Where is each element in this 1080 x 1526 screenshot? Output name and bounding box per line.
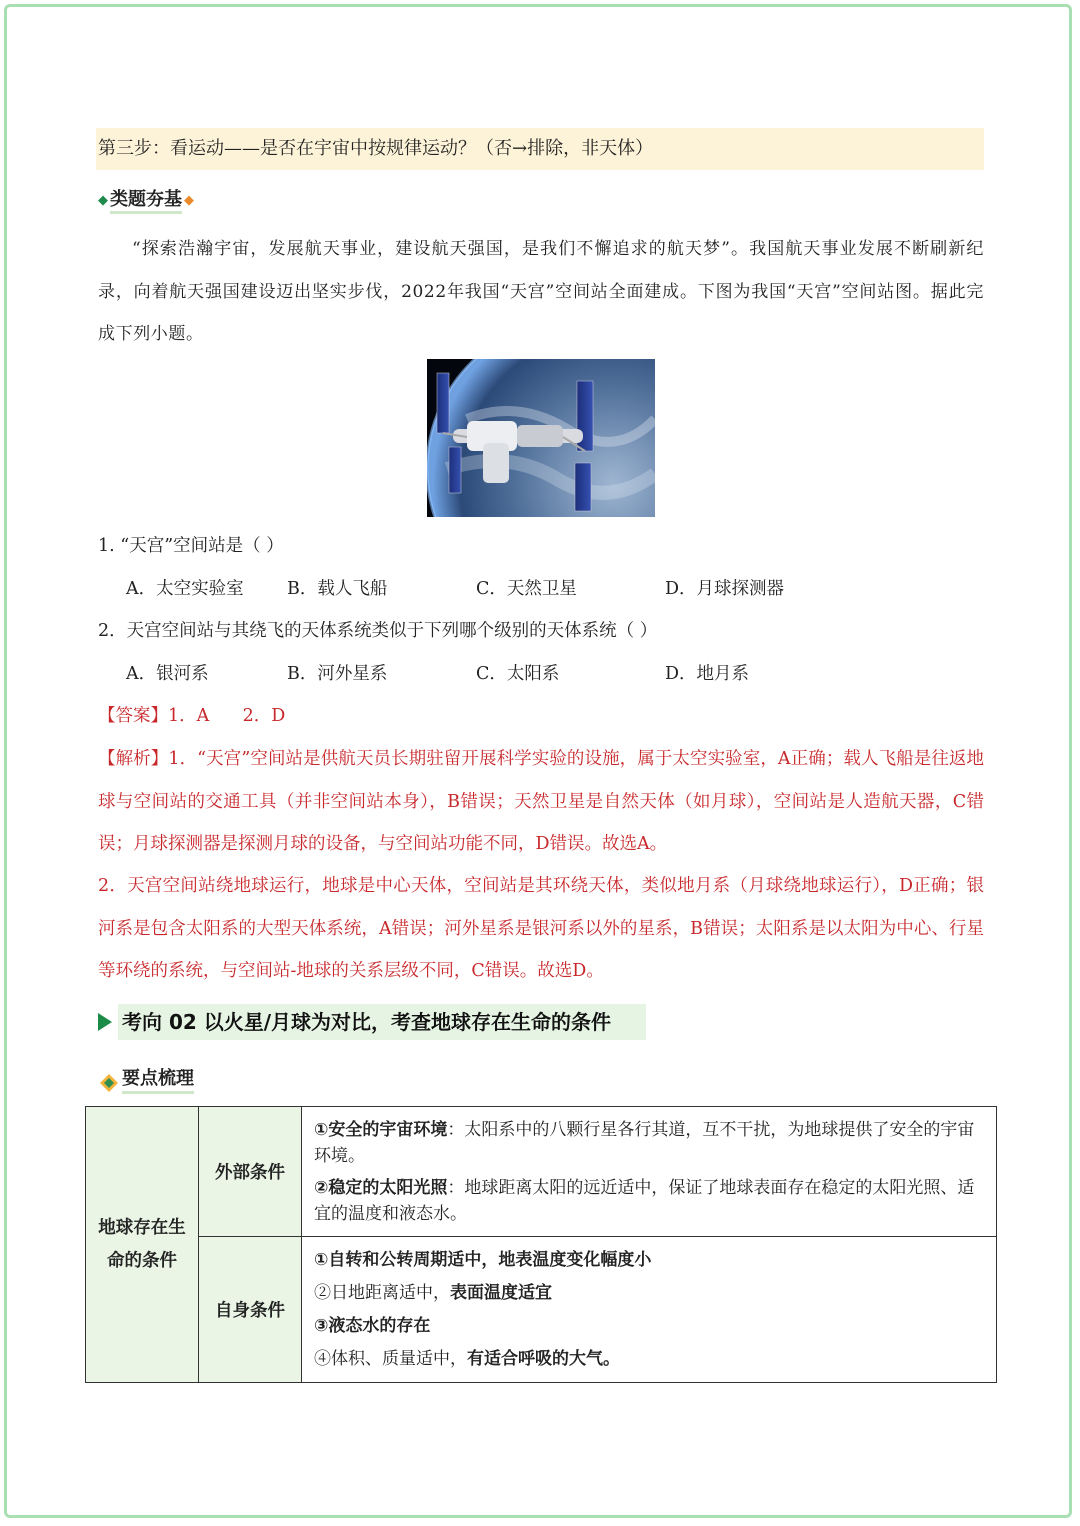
external-item-1: ①安全的宇宙环境：太阳系中的八颗行星各行其道，互不干扰，为地球提供了安全的宇宙环境。 <box>314 1119 975 1166</box>
internal-item-1: ①自转和公转周期适中，地表温度变化幅度小 <box>314 1249 652 1270</box>
passage-text: “探索浩瀚宇宙，发展航天事业，建设航天强国，是我们不懈追求的航天梦”。我国航天事业发展不断刷新纪录，向着航天强国建设迈出坚实步伐，2022年我国“天宫”空间站全面建成。下图为我国“天宫”空间站图。据此完成下列小题。 <box>98 239 984 344</box>
internal-item-2: ②日地距离适中，表面温度适宜 <box>314 1282 552 1303</box>
space-station-photo <box>427 359 655 517</box>
answer-line <box>98 701 285 731</box>
question-1-option-c: C．天然卫星 <box>476 579 577 599</box>
question-1-option-d: D．月球探测器 <box>665 579 785 599</box>
section-heading-text: 类题夯基 <box>110 189 182 214</box>
external-conditions-content <box>302 1107 997 1237</box>
life-conditions-table <box>85 1106 997 1383</box>
kaoxiang-heading-text: 考向 02 以火星/月球为对比，考查地球存在生命的条件 <box>118 1004 646 1040</box>
question-1-option-a: A．太空实验室 <box>126 579 244 599</box>
analysis-2: 2．天宫空间站绕地球运行，地球是中心天体，空间站是其环绕天体，类似地月系（月球绕地球运行），D正确；银河系是包含太阳系的大型天体系统，A错误；河外星系是银河系以外的星系，B错误；太阳系是以太阳为中心、行星等环绕的系统，与空间站-地球的关系层级不同，C错误。故选D。 <box>98 876 984 981</box>
diamond-icon: ◆ <box>98 193 108 208</box>
play-arrow-icon <box>98 1013 112 1031</box>
internal-conditions-content <box>302 1237 997 1383</box>
diamond-icon: ◆ <box>184 193 194 208</box>
kaoxiang-heading <box>98 1004 646 1040</box>
internal-item-4: ④体积、质量适中，有适合呼吸的大气。 <box>314 1348 620 1369</box>
external-item-2: ②稳定的太阳光照：地球距离太阳的远近适中，保证了地球表面存在稳定的太阳光照、适宜的温度和液态水。 <box>314 1177 975 1224</box>
space-station-illustration <box>427 359 655 517</box>
internal-item-3: ③液态水的存在 <box>314 1315 431 1336</box>
answer-label: 【答案】 <box>98 706 168 726</box>
question-2-option-a: A．银河系 <box>126 664 209 684</box>
external-conditions-label: 外部条件 <box>199 1107 302 1237</box>
yaodian-heading <box>98 1064 194 1094</box>
analysis-1-text: 1．“天宫”空间站是供航天员长期驻留开展科学实验的设施，属于太空实验室，A正确；载人飞船是往返地球与空间站的交通工具（并非空间站本身），B错误；天然卫星是自然天体（如月球），空间站是人造航天器，C错误；月球探测器是探测月球的设备，与空间站功能不同，D错误。故选A。 <box>98 749 984 854</box>
answer-text: 1．A 2．D <box>168 706 286 726</box>
table-main-label: 地球存在生命的条件 <box>86 1107 199 1383</box>
question-2-option-c: C．太阳系 <box>476 664 560 684</box>
question-2-option-b: B．河外星系 <box>287 664 388 684</box>
section-heading-leiti <box>98 188 194 214</box>
question-1-option-b: B．载人飞船 <box>287 579 388 599</box>
analysis-1 <box>98 738 984 866</box>
internal-conditions-label: 自身条件 <box>199 1237 302 1383</box>
question-2-option-d: D．地月系 <box>665 664 750 684</box>
step-three-bar: 第三步：看运动——是否在宇宙中按规律运动？（否→排除，非天体） <box>96 128 984 170</box>
key-points-icon <box>98 1072 120 1094</box>
question-2-stem: 2．天宫空间站与其绕飞的天体系统类似于下列哪个级别的天体系统（ ） <box>98 621 658 641</box>
analysis-label: 【解析】 <box>98 749 169 769</box>
yaodian-heading-text: 要点梳理 <box>122 1067 194 1094</box>
question-1-stem: 1. “天宫”空间站是（ ） <box>98 536 284 556</box>
